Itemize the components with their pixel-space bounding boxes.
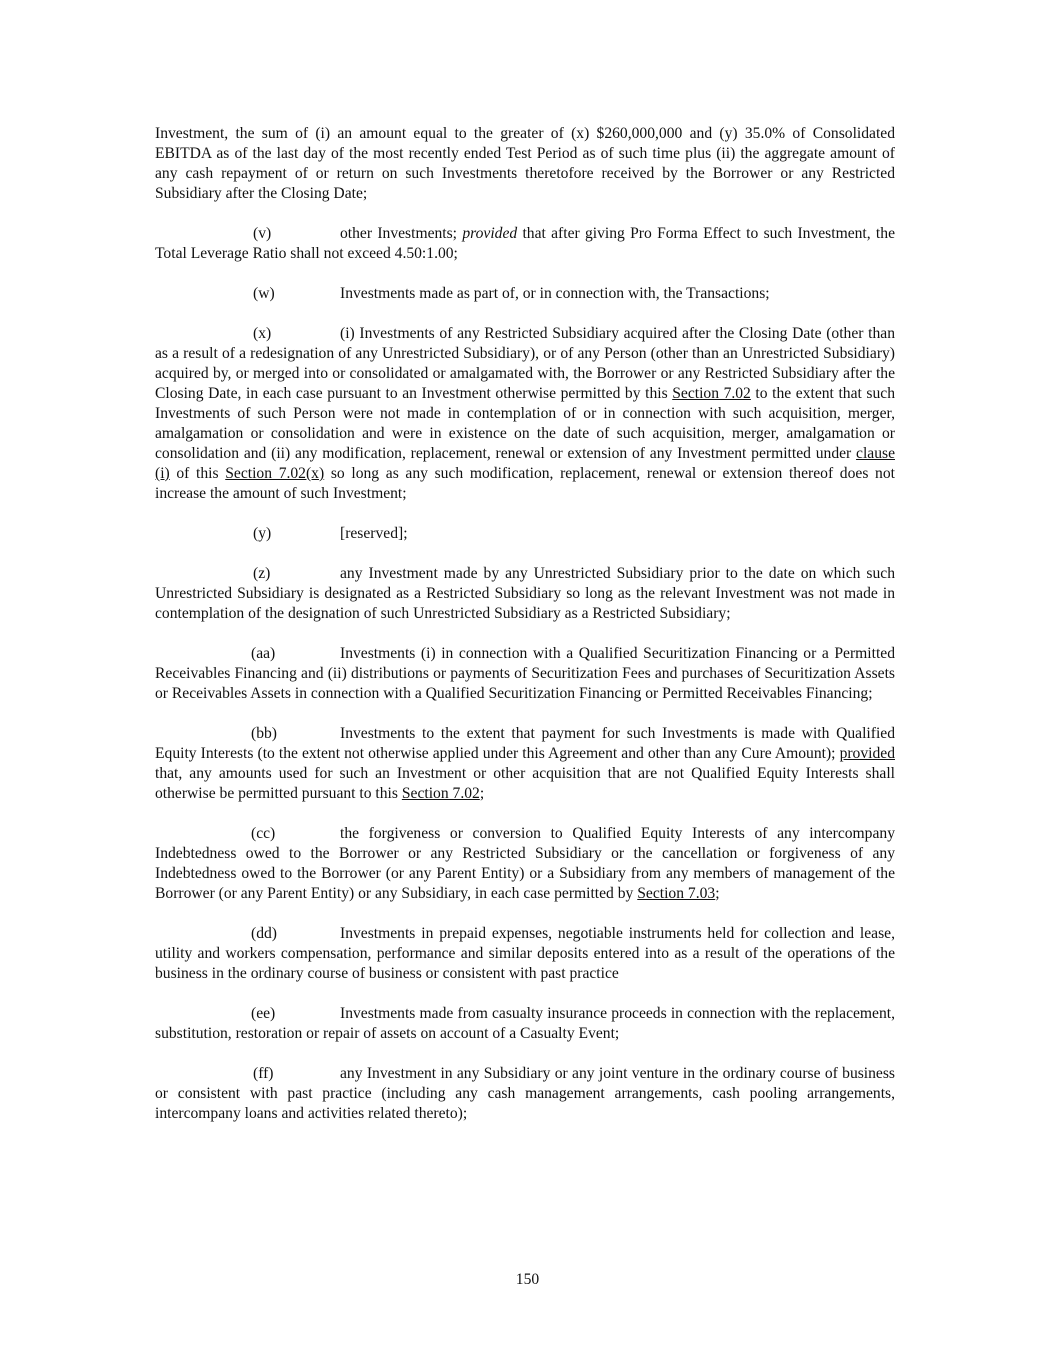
clause-label: (v) — [253, 225, 272, 242]
clause-text: Investments made as part of, or in connection with, the Transactions; — [340, 285, 770, 302]
clause-bb — [155, 724, 895, 804]
clause-label: (aa) — [251, 645, 276, 662]
paragraph-text: Investment, the sum of (i) an amount equal to the greater of (x) $260,000,000 and (y) 35.0% of Consolidated EBITDA as of the last day of the most recently ended Test Period as of such time plus (ii) the aggregate amount of any cash repayment of or return on such Investments theretofore received by the Borrower or any Restricted Subsidiary after the Closing Date; — [155, 125, 895, 202]
clause-y — [155, 524, 895, 544]
clause-label: (ff) — [253, 1065, 274, 1082]
clause-text: to the extent that such Investments of such Person were not made in contemplation of or in connection with such acquisition, merger, amalgamation or consolidation and were in existence on the date of such acquisition, merger, amalgamation or consolidation and (ii) any modification, replacement, renewal or extension of any Investment permitted under — [155, 385, 895, 462]
clause-text: so long as any such modification, replacement, renewal or extension thereof does not increase the amount of such Investment; — [155, 465, 895, 502]
page-number: 150 — [515, 1271, 540, 1288]
clause-x — [155, 324, 895, 504]
clause-text: any Investment made by any Unrestricted Subsidiary prior to the date on which such Unrestricted Subsidiary is designated as a Restricted Subsidiary so long as the relevant Investment was not made in contemplation of the designation of such Unrestricted Subsidiary as a Restricted Subsidiary; — [155, 565, 895, 622]
clause-label: (ee) — [251, 1005, 276, 1022]
clause-label: (w) — [253, 285, 275, 302]
clause-z — [155, 564, 895, 624]
clause-label: (x) — [253, 325, 272, 342]
clause-text: ; — [715, 885, 720, 902]
clause-text: Investments in prepaid expenses, negotiable instruments held for collection and lease, utility and workers compensation, performance and similar deposits entered into as a result of the operations of the business in the ordinary course of business or consistent with past practice — [155, 925, 895, 982]
clause-label: (z) — [253, 565, 271, 582]
clause-text: that, any amounts used for such an Investment or other acquisition that are not Qualified Equity Interests shall otherwise be permitted pursuant to this — [155, 765, 895, 802]
clause-text: other Investments; — [340, 225, 463, 242]
section-reference: Section 7.02(x) — [225, 465, 325, 482]
clause-text: that after giving Pro Forma Effect to such Investment, the Total Leverage Ratio shall not exceed 4.50:1.00; — [155, 225, 895, 262]
defined-term: provided — [839, 745, 895, 762]
clause-ee — [155, 1004, 895, 1044]
clause-text: of this — [169, 465, 226, 482]
clause-emphasis: provided — [462, 225, 518, 242]
document-body — [155, 124, 895, 1144]
section-reference: Section 7.02 — [401, 785, 480, 802]
clause-v — [155, 224, 895, 264]
paragraph-continuation — [155, 124, 895, 204]
clause-text: Investments to the extent that payment for such Investments is made with Qualified Equity Interests (to the extent not otherwise applied under this Agreement and other than any Cure Amount); — [155, 725, 895, 762]
clause-text: the forgiveness or conversion to Qualified Equity Interests of any intercompany Indebtedness owed to the Borrower or any Restricted Subsidiary or the cancellation or forgiveness of any Indebtedness owed to the Borrower (or any Parent Entity) or a Subsidiary from any members of management of the Borrower (or any Parent Entity) or any Subsidiary, in each case permitted by — [155, 825, 895, 902]
section-reference: Section 7.03 — [637, 885, 716, 902]
clause-aa — [155, 644, 895, 704]
clause-ff — [155, 1064, 895, 1124]
clause-dd — [155, 924, 895, 984]
clause-text: ; — [479, 785, 485, 802]
clause-label: (bb) — [251, 725, 277, 742]
clause-label: (y) — [253, 525, 272, 542]
clause-cc — [155, 824, 895, 904]
clause-text: any Investment in any Subsidiary or any joint venture in the ordinary course of business or consistent with past practice (including any cash management arrangements, cash pooling arrangements, intercompany loans and activities related thereto); — [155, 1065, 895, 1122]
clause-w — [155, 284, 895, 304]
clause-text: (i) Investments of any Restricted Subsidiary acquired after the Closing Date (other than as a result of a redesignation of any Unrestricted Subsidiary), or of any Person (other than an Unrestricted Subsidiary) acquired by, or merged into or consolidated or amalgamated with, the Borrower or any Restricted Subsidiary after the Closing Date, in each case pursuant to an Investment otherwise permitted by this — [155, 325, 895, 402]
clause-text: Investments made from casualty insurance proceeds in connection with the replacement, substitution, restoration or repair of assets on account of a Casualty Event; — [155, 1005, 895, 1042]
clause-text: Investments (i) in connection with a Qualified Securitization Financing or a Permitted Receivables Financing and (ii) distributions or payments of Securitization Fees and purchases of Securitization Assets or Receivables Assets in connection with a Qualified Securitization Financing or Permitted Receivables Financing; — [155, 645, 895, 702]
clause-label: (cc) — [251, 825, 276, 842]
section-reference: Section 7.02 — [672, 385, 751, 402]
clause-text: [reserved]; — [340, 525, 408, 542]
clause-label: (dd) — [251, 925, 277, 942]
clause-reference: clause (i) — [155, 445, 895, 482]
